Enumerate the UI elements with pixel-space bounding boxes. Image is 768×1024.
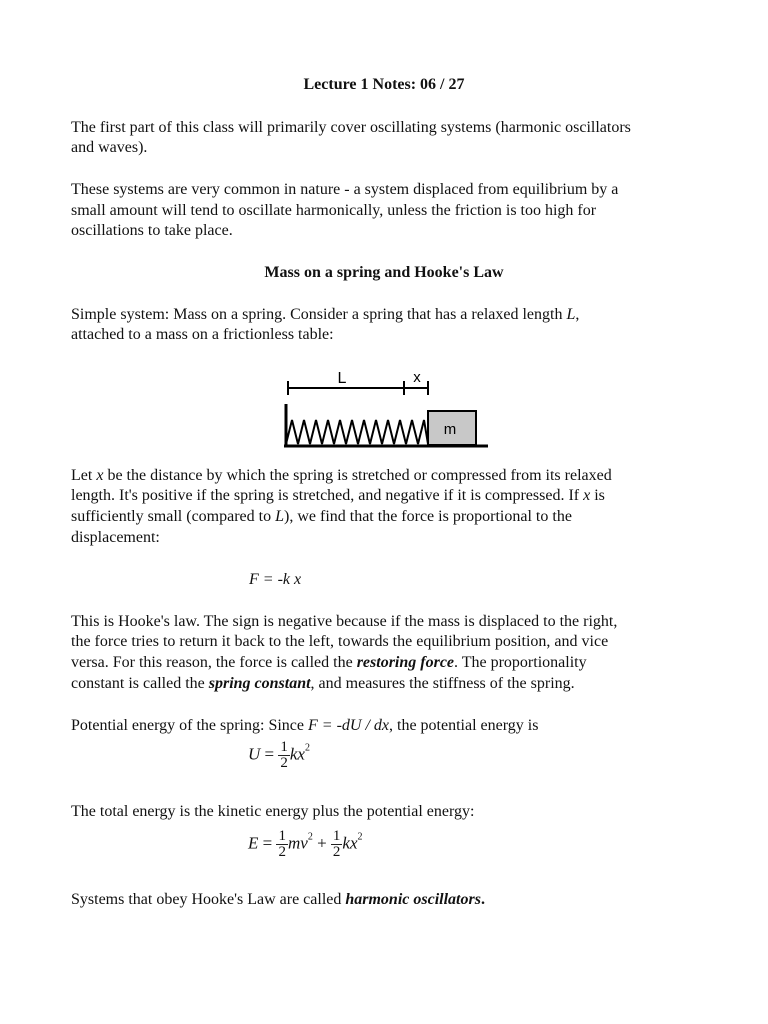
section-heading: Mass on a spring and Hooke's Law — [264, 264, 504, 281]
paragraph-potential-energy: Potential energy of the spring: Since F = -dU / dx, the potential energy is — [71, 717, 539, 734]
eq3-exponent-1: 2 — [307, 831, 313, 843]
paragraph-harmonic-oscillators: Systems that obey Hooke's Law are called harmonic oscillators. — [71, 891, 485, 908]
page-title: Lecture 1 Notes: 06 / 27 — [303, 76, 465, 93]
eq3-fraction-1: $\frac{1}{2}$ — [278, 828, 286, 860]
paragraph-simple-system-line-1: Simple system: Mass on a spring. Consider a spring that has a relaxed length L, — [71, 306, 580, 323]
equation-hookes-law: F = -k x — [249, 571, 302, 588]
paragraph-hookes-line-1: This is Hooke's law. The sign is negative because if the mass is displaced to the right, — [71, 613, 618, 630]
paragraph-let-x-line-1: Let x be the distance by which the spring is stretched or compressed from its relaxed — [71, 467, 612, 484]
paragraph-hookes-line-2: the force tries to return it back to the left, towards the equilibrium position, and vice — [71, 633, 609, 650]
eq2-equals: = — [264, 744, 275, 764]
paragraph-systems-line-1: These systems are very common in nature - a system displaced from equilibrium by a — [71, 181, 619, 198]
eq3-exponent-2: 2 — [357, 831, 363, 843]
eq3-m: m — [287, 833, 301, 853]
spring-mass-diagram — [280, 364, 500, 454]
paragraph-total-energy: The total energy is the kinetic energy plus the potential energy: — [71, 803, 475, 820]
eq3-lhs: E — [248, 833, 259, 853]
paragraph-let-x-line-2: length. It's positive if the spring is stretched, and negative if it is compressed. If x is — [71, 487, 605, 504]
eq2-fraction: $\frac{1}{2}$ — [280, 739, 288, 771]
diagram-label-m: m — [443, 421, 457, 438]
eq3-k: k — [342, 833, 350, 853]
equation-potential-energy — [248, 740, 310, 771]
paragraph-simple-system-line-2: attached to a mass on a frictionless table: — [71, 326, 334, 343]
paragraph-systems-line-2: small amount will tend to oscillate harmonically, unless the friction is too high for — [71, 202, 597, 219]
spring — [286, 420, 428, 444]
eq2-x: x — [297, 744, 305, 764]
paragraph-intro-line-1: The first part of this class will primarily cover oscillating systems (harmonic oscillators — [71, 119, 631, 136]
paragraph-hookes-line-4: constant is called the spring constant, and measures the stiffness of the spring. — [71, 675, 575, 692]
eq2-exponent: 2 — [304, 742, 310, 754]
equation-total-energy — [248, 829, 363, 860]
eq3-fraction-2: $\frac{1}{2}$ — [332, 828, 341, 860]
diagram-label-x: x — [413, 369, 421, 386]
paragraph-hookes-line-3: versa. For this reason, the force is called the restoring force. The proportionality — [71, 654, 587, 671]
eq3-x: x — [349, 833, 358, 853]
eq2-k: k — [289, 744, 298, 764]
paragraph-let-x-line-4: displacement: — [71, 529, 160, 546]
eq2-lhs: U — [248, 744, 261, 764]
eq3-plus: + — [317, 833, 327, 853]
paragraph-let-x-line-3: sufficiently small (compared to L), we find that the force is proportional to the — [71, 508, 572, 525]
eq3-equals: = — [262, 833, 273, 853]
paragraph-intro-line-2: and waves). — [71, 139, 148, 156]
diagram-label-L: L — [337, 370, 347, 387]
paragraph-systems-line-3: oscillations to take place. — [71, 222, 233, 239]
eq3-v: v — [300, 833, 308, 853]
